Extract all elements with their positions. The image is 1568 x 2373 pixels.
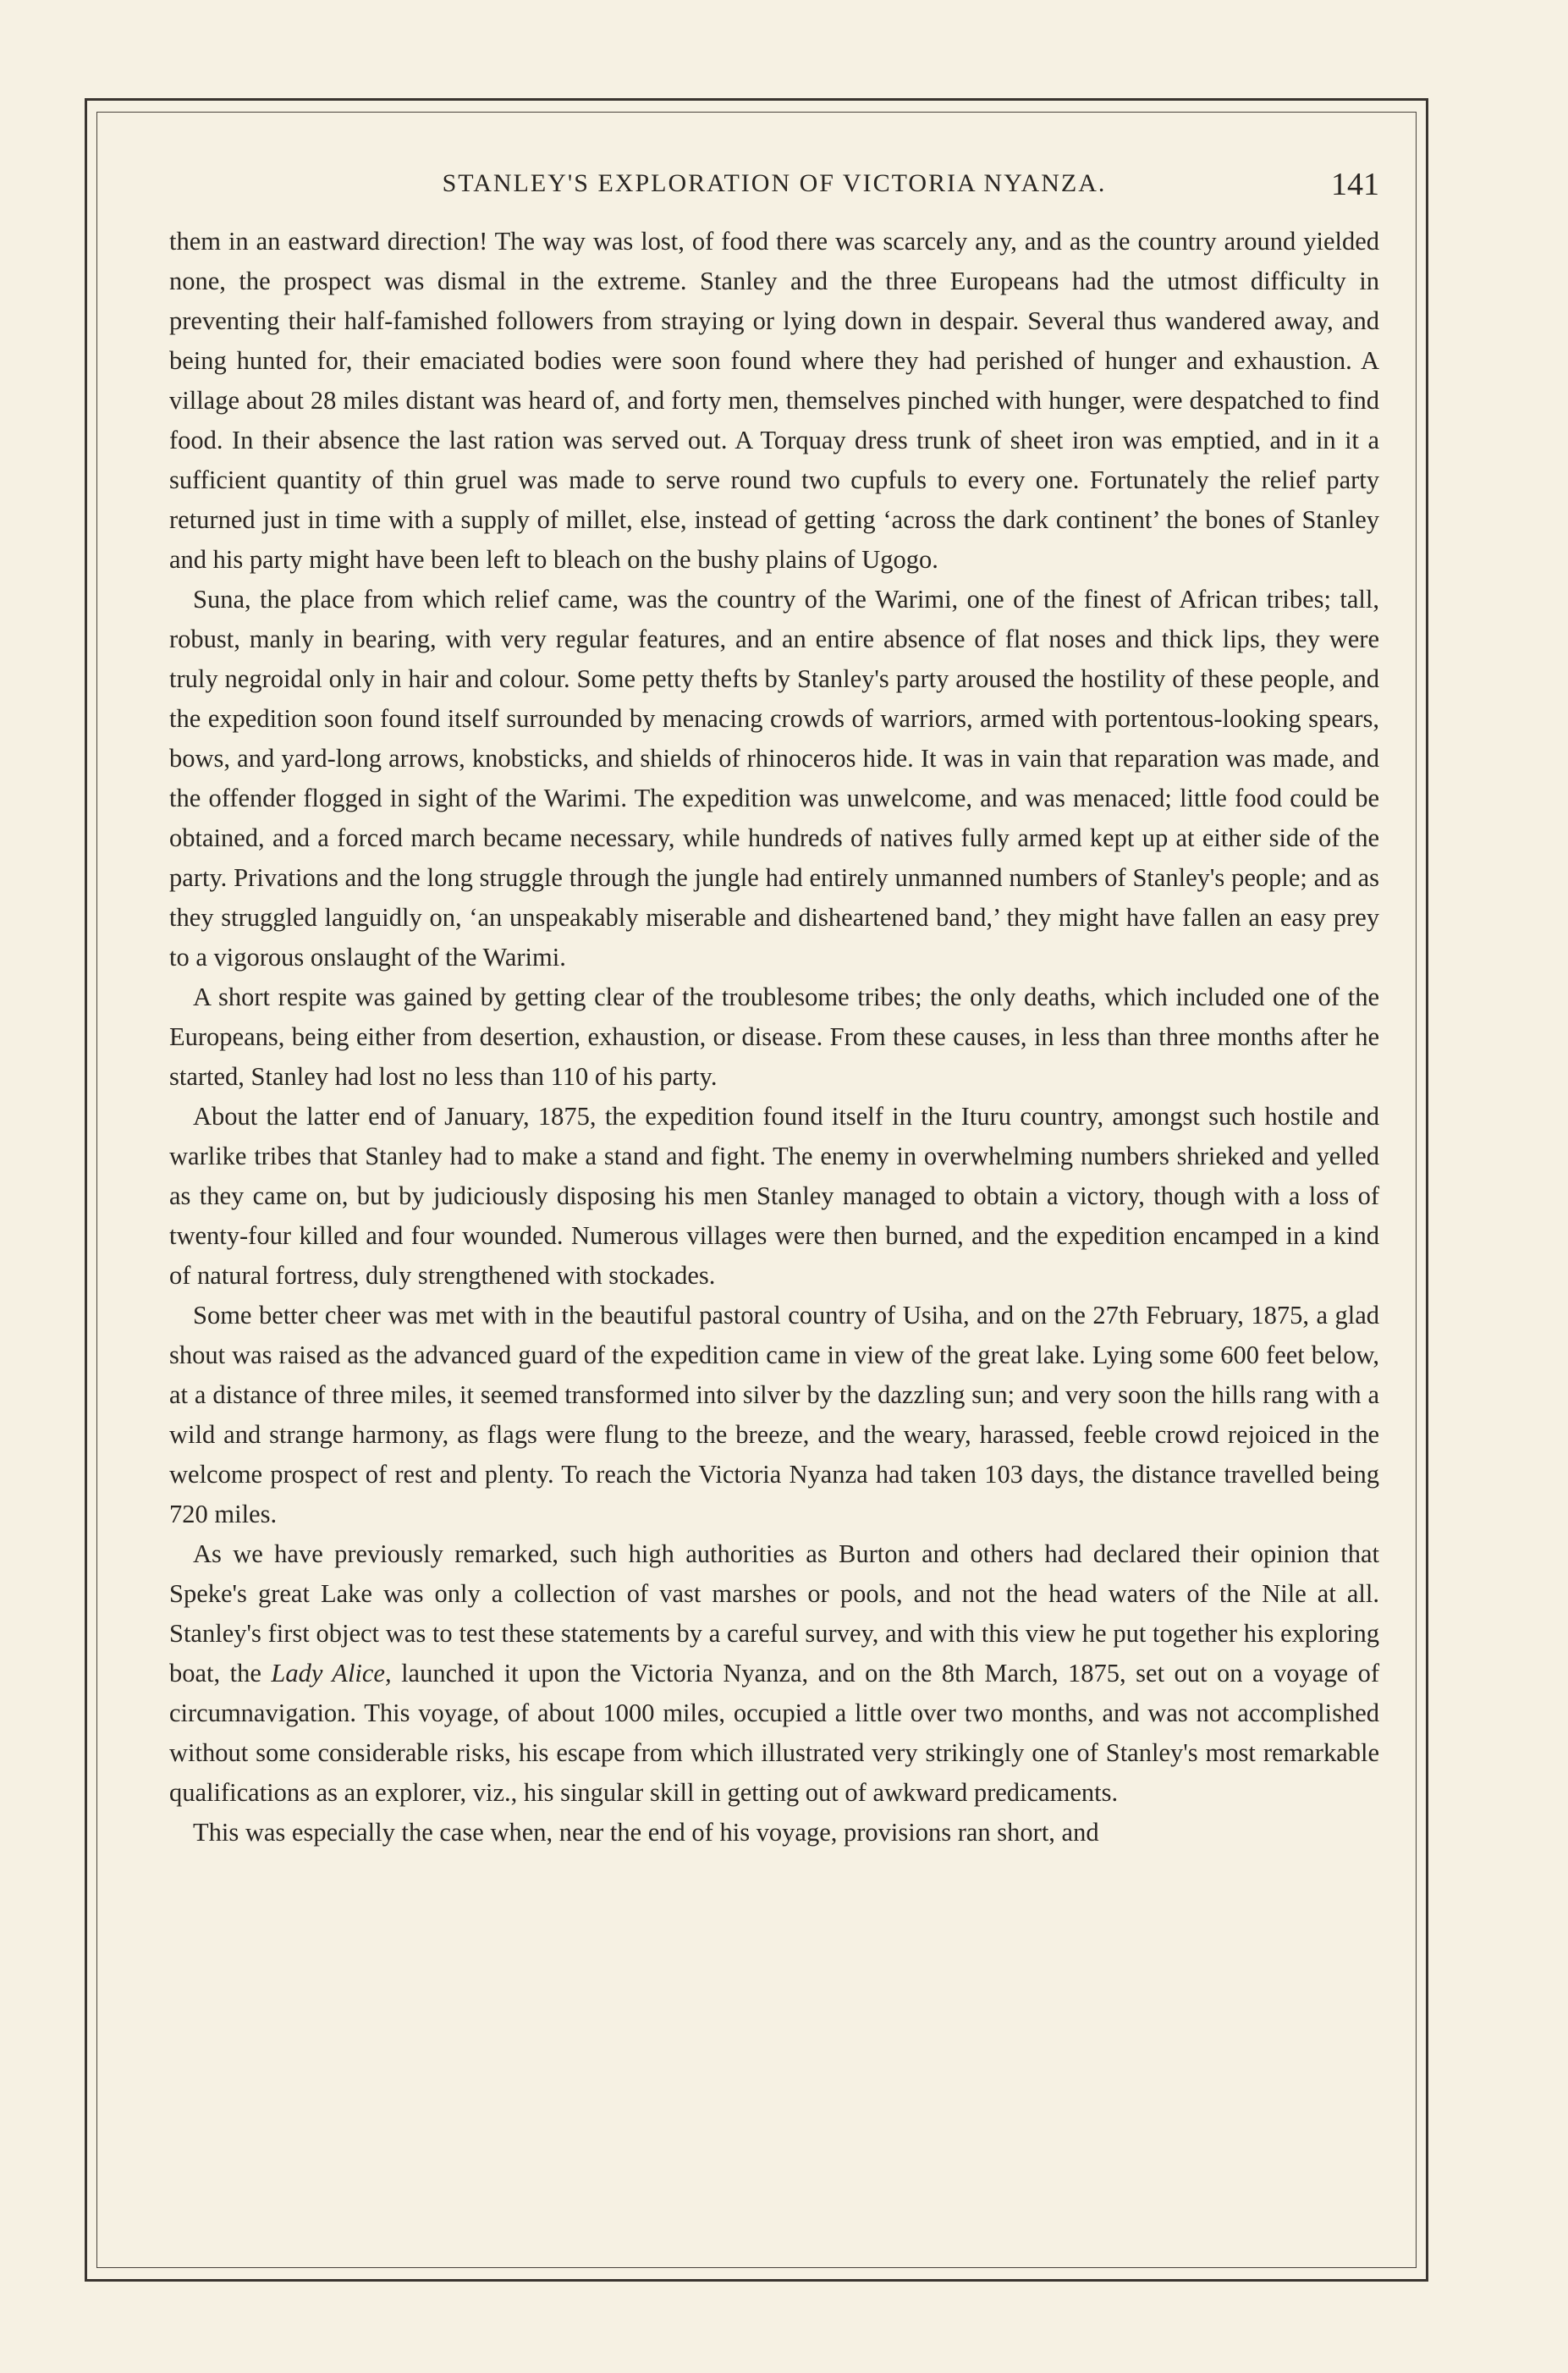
running-head: STANLEY'S EXPLORATION OF VICTORIA NYANZA. — [442, 169, 1107, 197]
boat-name: Lady Alice, — [271, 1659, 392, 1688]
paragraph-2: Suna, the place from which relief came, was the country of the Warimi, one of the finest of African tribes; tall, robust, manly in bearing, with very regular features, and an entire absence of flat noses and thick lips, they were truly negroidal only in hair and colour. Some petty thefts by Stanley's party aroused the hostility of these people, and the expedition soon found itself surrounded by menacing crowds of warriors, armed with portentous-looking spears, bows, and yard-long arrows, knobsticks, and shields of rhinoceros hide. It was in vain that reparation was made, and the offender flogged in sight of the Warimi. The expedition was unwelcome, and was menaced; little food could be obtained, and a forced march became necessary, while hundreds of natives fully armed kept up at either side of the party. Privations and the long struggle through the jungle had entirely unmanned numbers of Stanley's people; and as they struggled languidly on, ‘an unspeakably miserable and disheartened band,’ they might have fallen an easy prey to a vigorous onslaught of the Warimi. — [169, 585, 1379, 972]
page-header — [169, 166, 1379, 208]
paragraph-6 — [169, 1534, 1379, 1813]
paragraph-7: This was especially the case when, near the end of his voyage, provisions ran short, and — [193, 1818, 1099, 1847]
paragraph-3: A short respite was gained by getting clear of the troublesome tribes; the only deaths, which included one of the Europeans, being either from desertion, exhaustion, or disease. From these causes, in less than three months after he started, Stanley had lost no less than 110 of his party. — [169, 983, 1379, 1091]
paragraph-4: About the latter end of January, 1875, the expedition found itself in the Ituru country, amongst such hostile and warlike tribes that Stanley had to make a stand and fight. The enemy in overwhelming numbers shrieked and yelled as they came on, but by judiciously disposing his men Stanley managed to obtain a victory, though with a loss of twenty-four killed and four wounded. Numerous villages were then burned, and the expedition encamped in a kind of natural fortress, duly strengthened with stockades. — [169, 1102, 1379, 1290]
body-text — [169, 222, 1379, 1853]
paragraph-6-part-1: As we have previously remarked, such high authorities as Burton and others had declared their opinion that Speke's great Lake was only a collection of vast marshes or pools, and not the head waters of the Nile at all. Stanley's first object was to test these statements by a careful survey, and with this view he put together his exploring boat, the — [169, 1539, 1379, 1688]
paragraph-6-part-2: launched it upon the Victoria Nyanza, and on the 8th March, 1875, set out on a voyage of circumnavigation. This voyage, of about 1000 miles, occupied a little over two months, and was not accomplished without some considerable risks, his escape from which illustrated very strikingly one of Stanley's most remarkable qualifications as an explorer, viz., his singular skill in getting out of awkward predicaments. — [169, 1659, 1379, 1807]
page-number: 141 — [1331, 167, 1379, 202]
paragraph-1: them in an eastward direction! The way was lost, of food there was scarcely any, and as the country around yielded none, the prospect was dismal in the extreme. Stanley and the three Europeans had the utmost difficulty in preventing their half-famished followers from straying or lying down in despair. Several thus wandered away, and being hunted for, their emaciated bodies were soon found where they had perished of hunger and exhaustion. A village about 28 miles distant was heard of, and forty men, themselves pinched with hunger, were despatched to find food. In their absence the last ration was served out. A Torquay dress trunk of sheet iron was emptied, and in it a sufficient quantity of thin gruel was made to serve round two cupfuls to every one. Fortunately the relief party returned just in time with a supply of millet, else, instead of getting ‘across the dark continent’ the bones of Stanley and his party might have been left to bleach on the bushy plains of Ugogo. — [169, 227, 1379, 574]
paragraph-5: Some better cheer was met with in the beautiful pastoral country of Usiha, and on the 27th February, 1875, a glad shout was raised as the advanced guard of the expedition came in view of the great lake. Lying some 600 feet below, at a distance of three miles, it seemed transformed into silver by the dazzling sun; and very soon the hills rang with a wild and strange harmony, as flags were flung to the breeze, and the weary, harassed, feeble crowd rejoiced in the welcome prospect of rest and plenty. To reach the Victoria Nyanza had taken 103 days, the distance travelled being 720 miles. — [169, 1301, 1379, 1528]
